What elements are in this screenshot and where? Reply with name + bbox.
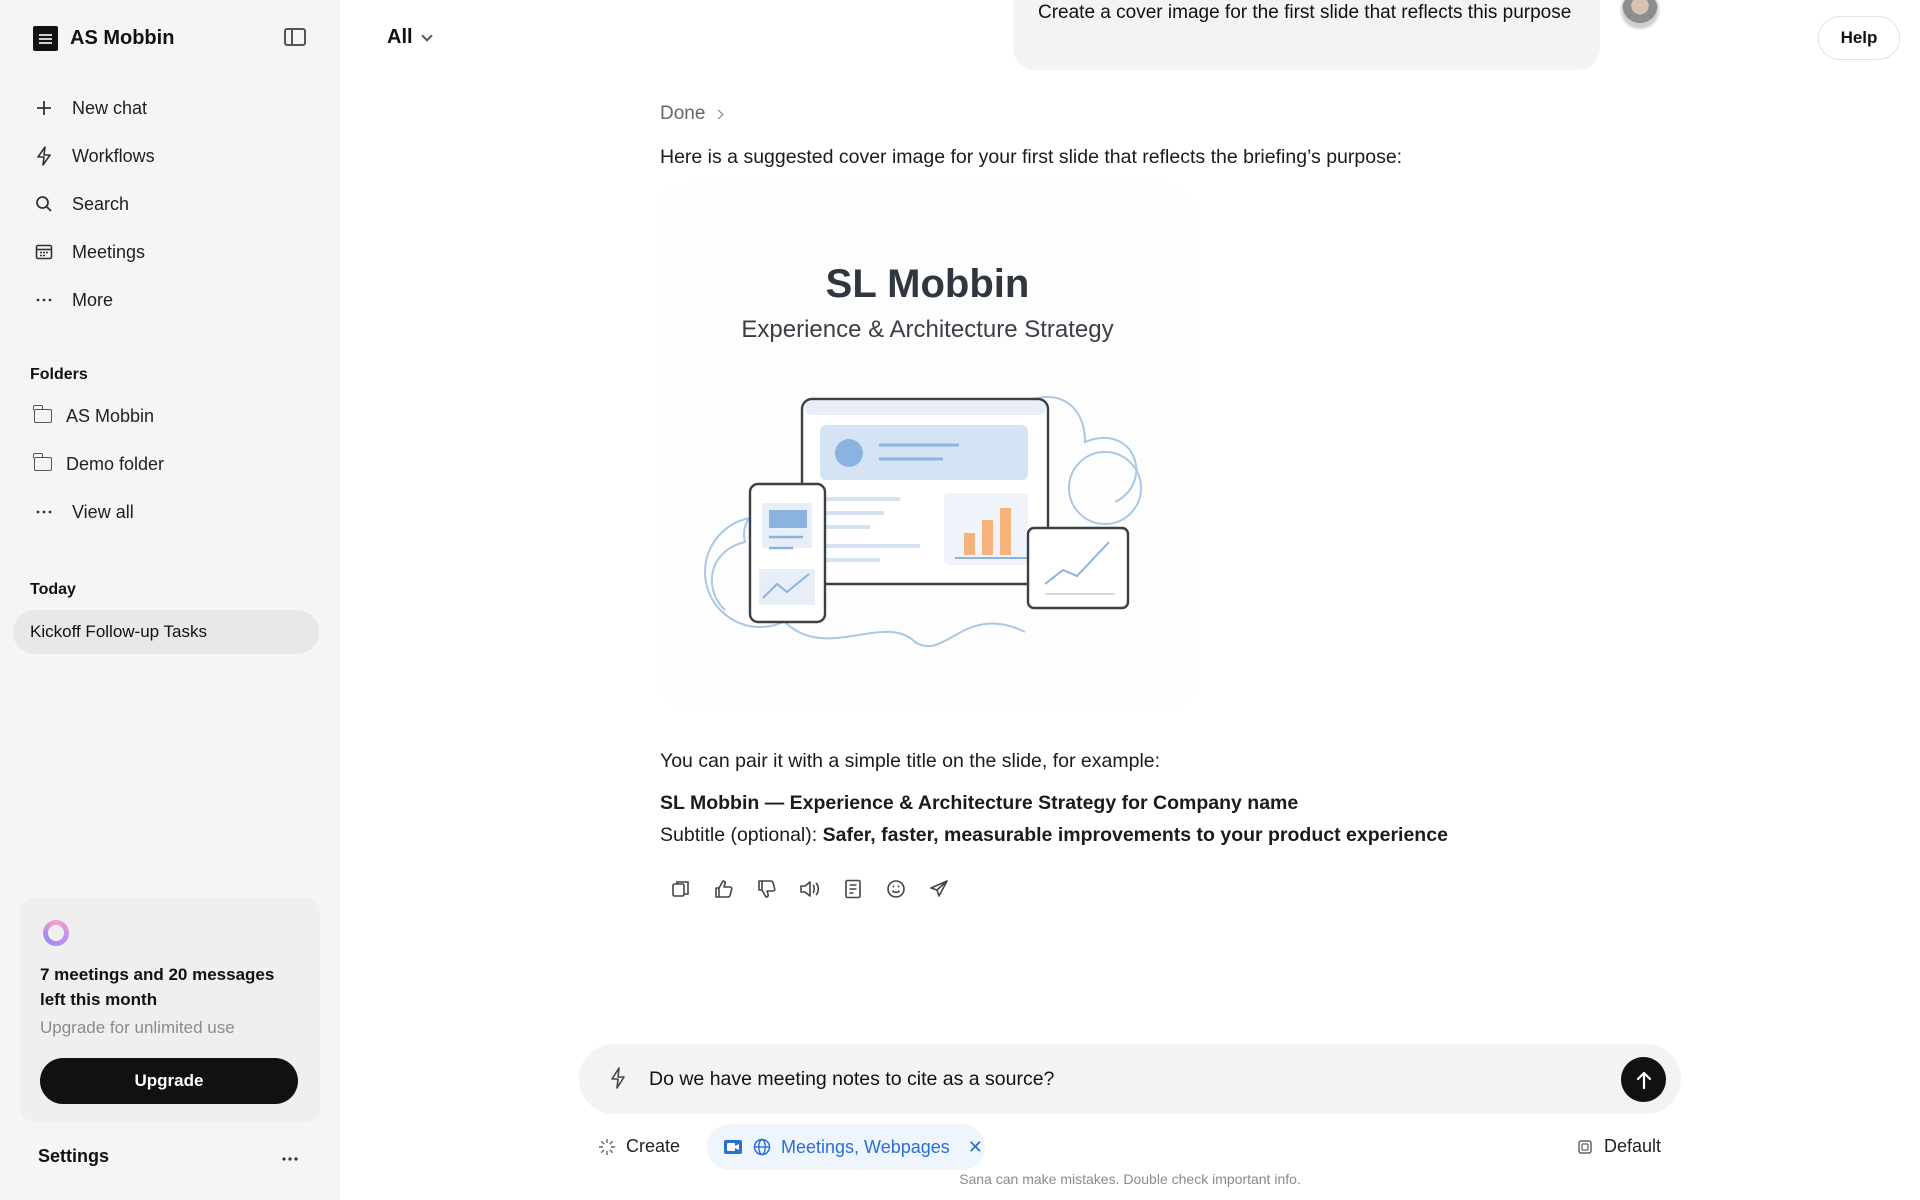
- settings-link[interactable]: Settings: [38, 1146, 110, 1166]
- ellipsis-icon: [34, 290, 54, 310]
- sidebar-item-label: Workflows: [72, 145, 155, 166]
- response-status-toggle[interactable]: [660, 103, 722, 125]
- sidebar-nav: [34, 84, 155, 324]
- view-all-label: View all: [72, 501, 134, 522]
- chat-filter-dropdown[interactable]: [387, 26, 431, 49]
- folders-heading: Folders: [30, 366, 88, 383]
- status-label: Done: [660, 103, 706, 124]
- sidebar-toggle-icon[interactable]: [284, 28, 306, 46]
- meeting-video-icon: [723, 1138, 743, 1156]
- send-icon[interactable]: [926, 876, 951, 901]
- sidebar: [0, 0, 340, 1200]
- folder-label: Demo folder: [66, 453, 165, 474]
- smiley-icon[interactable]: [883, 876, 908, 901]
- sidebar-item-label: Meetings: [72, 241, 146, 262]
- view-all-folders[interactable]: [34, 488, 164, 536]
- sparkle-icon: [598, 1138, 616, 1156]
- sidebar-item-meetings[interactable]: [34, 228, 155, 276]
- subtitle-value: Safer, faster, measurable improvements to your product experience: [822, 824, 1448, 846]
- speaker-icon[interactable]: [797, 876, 822, 901]
- model-selector[interactable]: [1576, 1136, 1661, 1157]
- workspace-switcher[interactable]: [33, 26, 174, 51]
- chevron-right-icon: [714, 109, 724, 119]
- thumbs-up-icon[interactable]: [711, 876, 736, 901]
- today-heading: Today: [30, 581, 76, 598]
- sidebar-item-workflows[interactable]: [34, 132, 155, 180]
- help-button[interactable]: Help: [1818, 16, 1900, 60]
- globe-icon: [753, 1138, 771, 1156]
- cover-subtitle: Experience & Architecture Strategy: [741, 316, 1114, 343]
- message-composer: [579, 1044, 1681, 1114]
- create-tool-button[interactable]: [598, 1136, 680, 1157]
- close-icon[interactable]: ✕: [967, 1136, 983, 1157]
- workspace-logo-icon: [33, 26, 58, 51]
- workflow-bolt-icon[interactable]: [609, 1067, 627, 1094]
- folder-icon: [34, 457, 52, 471]
- thumbs-down-icon[interactable]: [754, 876, 779, 901]
- avatar: [1620, 0, 1660, 30]
- message-actions: [668, 876, 951, 901]
- sidebar-item-new-chat[interactable]: [34, 84, 155, 132]
- usage-subtext: Upgrade for unlimited use: [40, 1018, 235, 1037]
- folder-item[interactable]: [34, 440, 164, 488]
- assistant-intro-text: Here is a suggested cover image for your first slide that reflects the briefing’s purpose:: [660, 146, 1403, 168]
- document-icon[interactable]: [840, 876, 865, 901]
- sidebar-item-label: Search: [72, 193, 130, 214]
- sidebar-item-label: New chat: [72, 97, 148, 118]
- disclaimer-text: Sana can make mistakes. Double check important info.: [959, 1171, 1301, 1187]
- settings-more-icon[interactable]: [282, 1146, 298, 1167]
- model-label: Default: [1604, 1136, 1662, 1156]
- sources-chip[interactable]: [707, 1124, 985, 1170]
- user-message: Create a cover image for the first slide that reflects this purpose: [1013, 0, 1600, 70]
- usage-ring-icon: [43, 920, 69, 946]
- generated-cover-image[interactable]: [665, 192, 1190, 702]
- upgrade-button[interactable]: Upgrade: [40, 1058, 298, 1104]
- sidebar-item-more[interactable]: [34, 276, 155, 324]
- assistant-pair-text: You can pair it with a simple title on the slide, for example:: [660, 750, 1161, 772]
- cover-title: SL Mobbin: [825, 262, 1030, 306]
- copy-icon[interactable]: [668, 876, 693, 901]
- ellipsis-icon: [34, 502, 54, 522]
- folders-list: [34, 392, 164, 536]
- search-icon: [34, 194, 54, 214]
- chip-icon: [1576, 1138, 1594, 1156]
- folder-icon: [34, 409, 52, 423]
- create-label: Create: [626, 1136, 681, 1156]
- usage-card: [20, 898, 320, 1122]
- cover-illustration: [665, 362, 1190, 662]
- sidebar-item-label: More: [72, 289, 114, 310]
- sidebar-item-search[interactable]: [34, 180, 155, 228]
- workspace-name: AS Mobbin: [70, 27, 175, 49]
- example-slide-subtitle: [660, 824, 1448, 847]
- chat-history-item[interactable]: Kickoff Follow-up Tasks: [13, 610, 319, 654]
- arrow-up-icon: [1635, 1070, 1653, 1090]
- folder-item[interactable]: [34, 392, 164, 440]
- subtitle-prefix: Subtitle (optional):: [660, 824, 823, 846]
- plus-icon: [34, 98, 54, 118]
- example-slide-title: SL Mobbin — Experience & Architecture Strategy for Company name: [660, 792, 1299, 814]
- chevron-down-icon: [421, 30, 432, 41]
- folder-label: AS Mobbin: [66, 405, 155, 426]
- send-button[interactable]: [1621, 1057, 1666, 1102]
- calendar-icon: [34, 242, 54, 262]
- filter-label: All: [387, 26, 413, 48]
- sources-label: Meetings, Webpages: [781, 1136, 950, 1157]
- bolt-icon: [34, 146, 54, 166]
- usage-text: 7 meetings and 20 messages left this month: [40, 965, 275, 1009]
- message-input[interactable]: [649, 1060, 1549, 1098]
